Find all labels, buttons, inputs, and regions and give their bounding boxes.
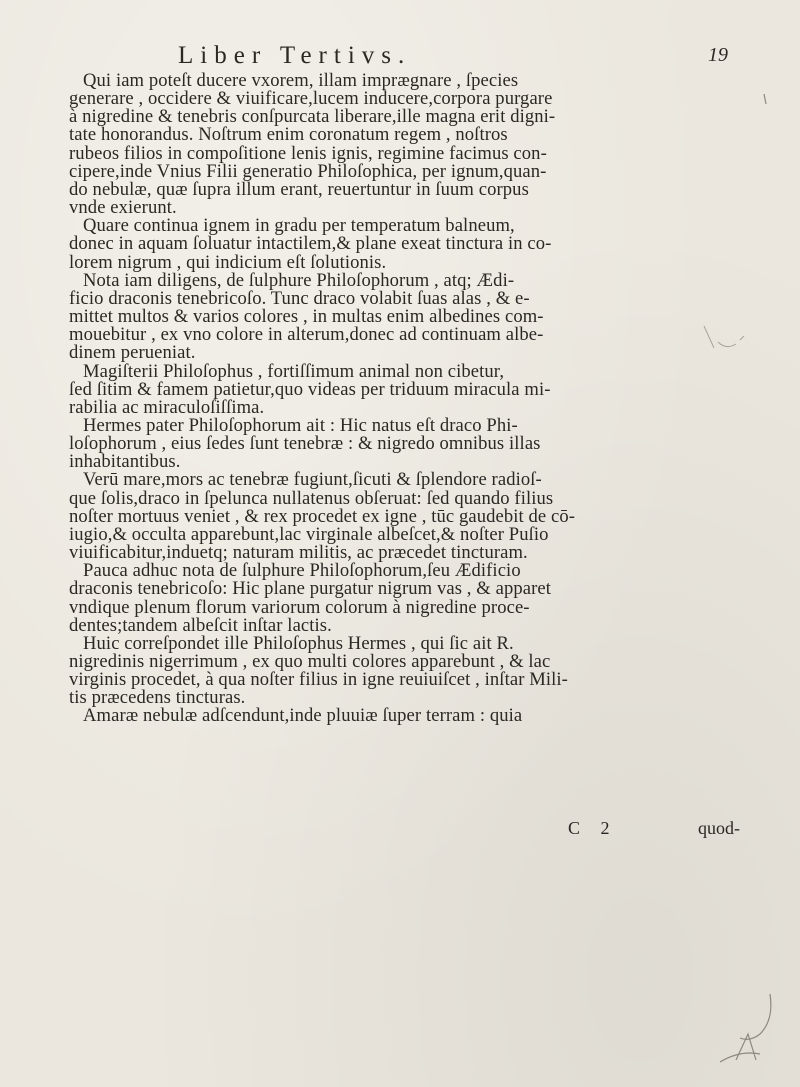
- text-line: Magiſterii Philoſophus , fortiſſimum animal non cibetur,: [83, 360, 505, 382]
- text-line: noſter mortuus veniet , & rex procedet ex igne , tūc gaudebit de cō-: [69, 505, 576, 527]
- text-line: inhabitantibus.: [69, 451, 181, 473]
- page-footer: [500, 818, 740, 840]
- text-line: que ſolis,draco in ſpelunca nullatenus obſeruat: ſed quando filius: [69, 487, 554, 509]
- paragraph: [55, 414, 733, 473]
- text-line: tis præcedens tincturas.: [69, 687, 246, 709]
- paragraph: [55, 360, 733, 418]
- text-line: Amaræ nebulæ adſcendunt,inde pluuiæ ſuper terram : quia: [83, 705, 523, 727]
- text-line: tate honorandus. Noſtrum enim coronatum regem , noſtros: [69, 124, 508, 146]
- pencil-scribble-bottom-right: [700, 990, 790, 1070]
- paragraph: [55, 471, 733, 562]
- text-line: dentes;tandem albeſcit inſtar lactis.: [69, 614, 332, 636]
- text-line: generare , occidere & viuificare,lucem inducere,corpora purgare: [69, 88, 553, 110]
- text-line: mouebitur , ex vno colore in alterum,donec ad continuam albe-: [69, 324, 544, 346]
- text-line: rubeos filios in compoſitione lenis ignis, regimine facimus con-: [69, 142, 547, 164]
- page-header: [178, 42, 728, 72]
- text-line: vndique plenum florum variorum colorum à nigredine proce-: [69, 596, 530, 618]
- text-line: à nigredine & tenebris conſpurcata liberare,ille magna erit digni-: [69, 106, 556, 128]
- paragraph: [55, 217, 733, 271]
- text-line: ficio draconis tenebricoſo. Tunc draco volabit ſuas alas , & e-: [69, 287, 530, 309]
- margin-mark-right: [700, 318, 750, 358]
- text-line: lorem nigrum , qui indicium eſt ſolutionis.: [69, 251, 387, 273]
- text-line: cipere,inde Vnius Filii generatio Philoſophica, per ignum,quan-: [69, 160, 547, 182]
- paragraph: [55, 632, 733, 709]
- text-line: Pauca adhuc nota de ſulphure Philoſophorum,ſeu Ædificio: [83, 560, 521, 582]
- text-line: mittet multos & varios colores , in multas enim albedines com-: [69, 306, 544, 328]
- text-line: Nota iam diligens, de ſulphure Philoſophorum , atq; Ædi-: [83, 269, 515, 291]
- paragraph: [55, 562, 733, 635]
- text-line: Verū mare,mors ac tenebræ fugiunt,ſicuti & ſplendore radioſ-: [83, 469, 542, 491]
- catchword: quod-: [698, 818, 740, 838]
- text-line: viuificabitur,induetq; naturam militis, ac præcedet tincturam.: [69, 542, 528, 564]
- text-line: ſed ſitim & famem patietur,quo videas per triduum miracula mi-: [69, 378, 551, 400]
- running-title: Liber Tertivs.: [178, 42, 412, 69]
- text-line: nigredinis nigerrimum , ex quo multi colores apparebunt , & lac: [69, 651, 551, 672]
- text-line: donec in aquam ſoluatur intactilem,& plane exeat tinctura in co-: [69, 233, 552, 255]
- text-line: do nebulæ, quæ ſupra illum erant, reuertuntur in ſuum corpus: [69, 178, 529, 200]
- text-line: iugio,& occulta apparebunt,lac virginale albeſcet,& noſter Puſio: [69, 523, 549, 545]
- text-line: Hermes pater Philoſophorum ait : Hic natus eſt draco Phi-: [83, 414, 518, 436]
- signature-mark: C 2: [568, 818, 618, 838]
- paragraph: [55, 269, 733, 364]
- paragraph: [55, 707, 733, 725]
- body-text: [55, 72, 733, 726]
- text-line: virginis procedet, à qua noſter filius in igne reuiuiſcet , inſtar Mili-: [69, 669, 568, 691]
- page-number: 19: [708, 44, 728, 66]
- text-line: vnde exierunt.: [69, 197, 177, 219]
- paragraph: [55, 72, 733, 217]
- text-line: rabilia ac miraculoſiſſima.: [69, 396, 265, 418]
- text-line: dinem perueniat.: [69, 342, 196, 364]
- text-line: draconis tenebricoſo: Hic plane purgatur nigrum vas , & apparet: [69, 578, 552, 600]
- text-line: loſophorum , eius ſedes ſunt tenebræ : & nigredo omnibus illas: [69, 433, 541, 455]
- margin-mark-top-right: [758, 90, 778, 110]
- text-line: Huic correſpondet ille Philoſophus Hermes , qui ſic ait R.: [83, 632, 514, 654]
- text-line: Quare continua ignem in gradu per temperatum balneum,: [83, 215, 515, 237]
- text-line: Qui iam poteſt ducere vxorem, illam imprægnare , ſpecies: [83, 70, 519, 91]
